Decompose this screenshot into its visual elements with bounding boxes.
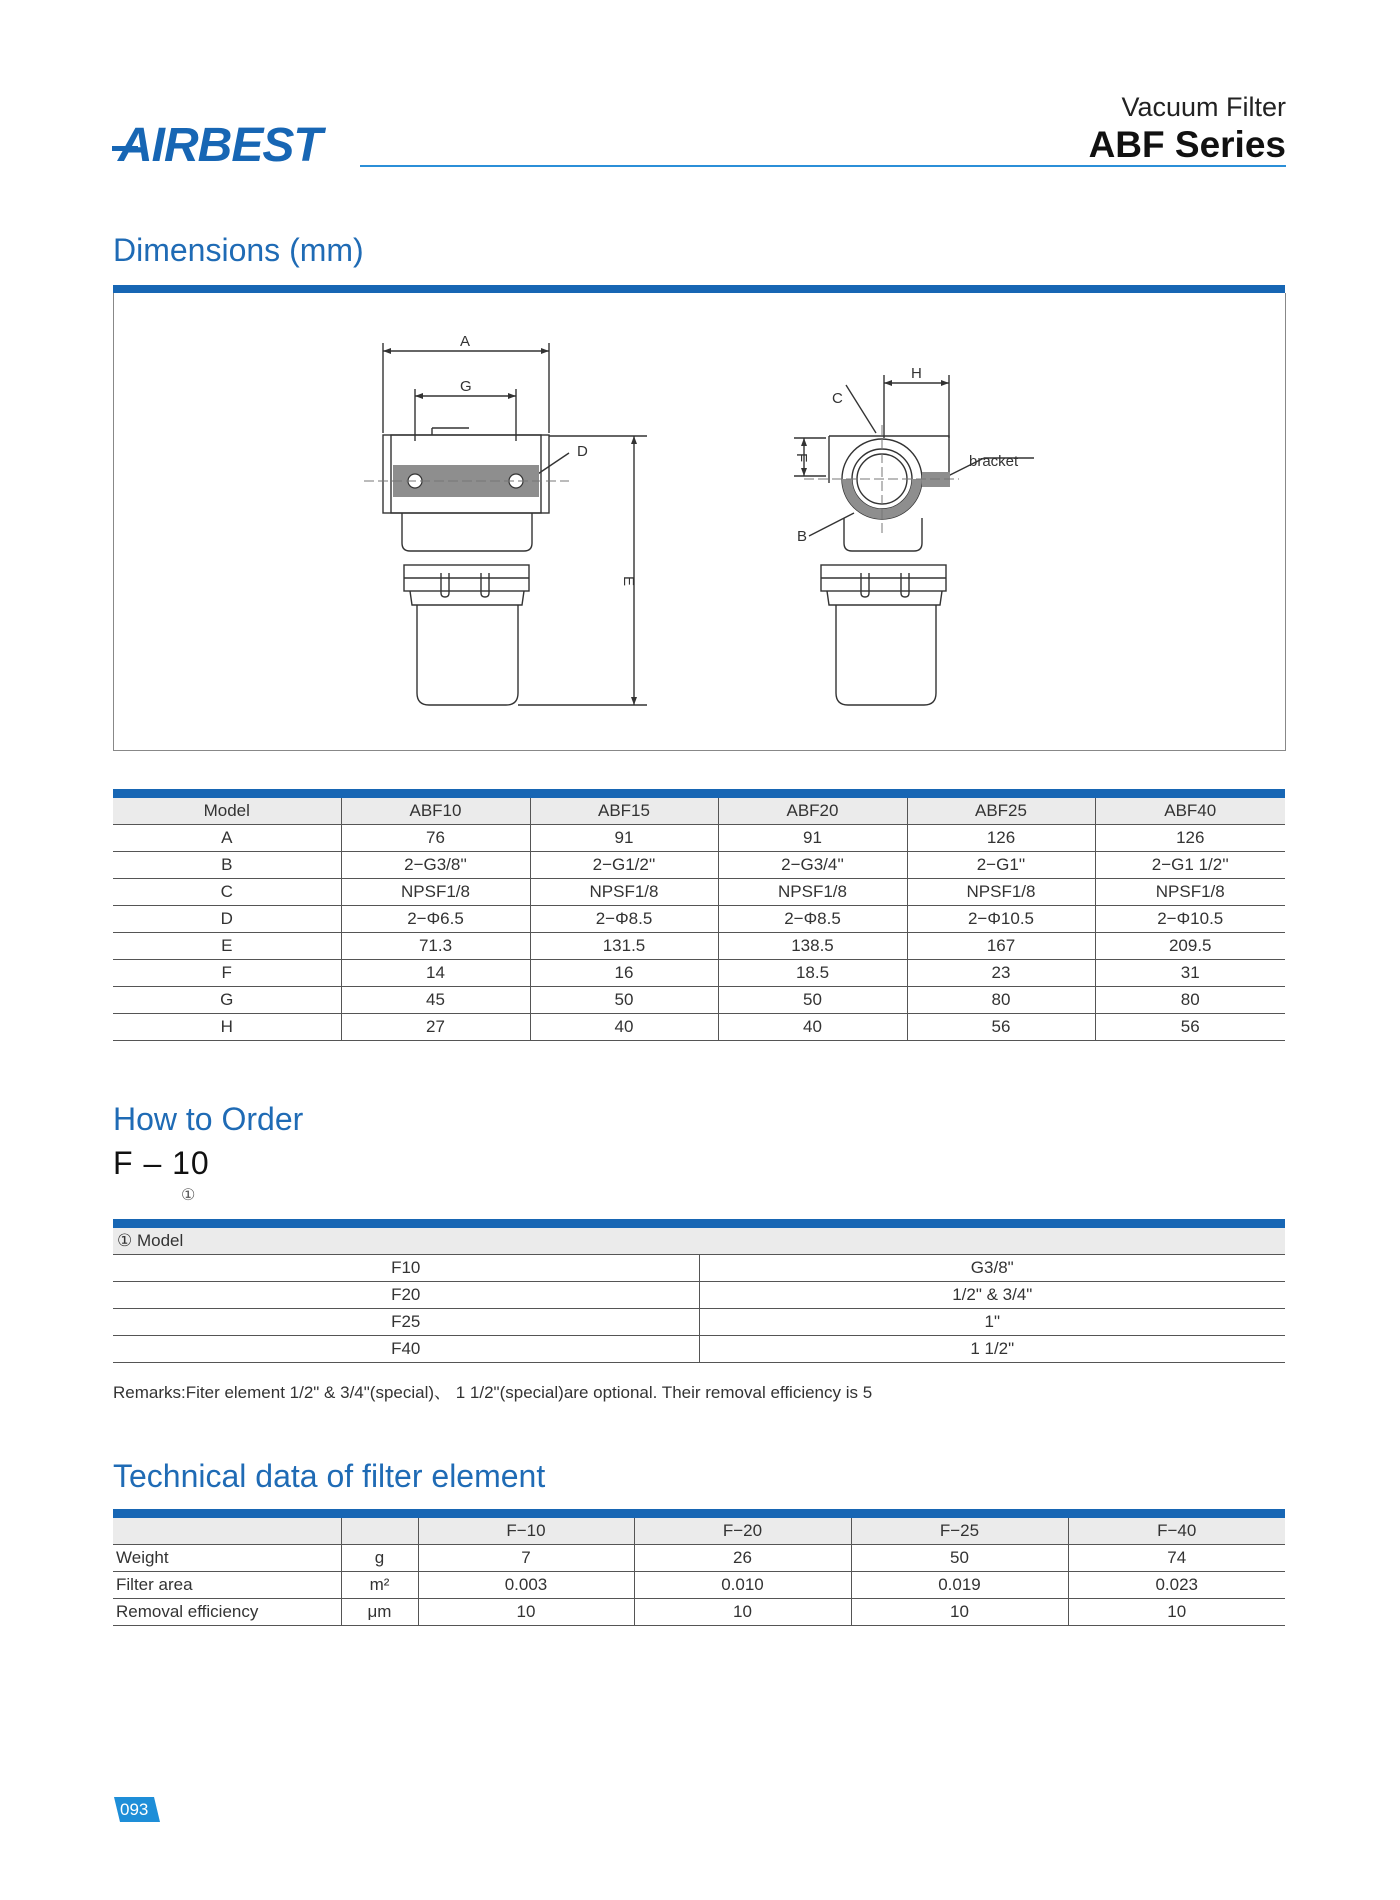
table-cell: 10 <box>851 1599 1068 1626</box>
table-cell: 2−G3/4'' <box>718 852 907 879</box>
header-cell: F−40 <box>1068 1518 1285 1545</box>
table-row <box>113 1309 1285 1336</box>
order-table-bar <box>113 1219 1285 1228</box>
dimension-drawing <box>113 293 1286 751</box>
dim-label-h: H <box>911 365 922 382</box>
table-cell: 40 <box>718 1014 907 1041</box>
order-code-marker: ① <box>181 1187 196 1204</box>
model-cell: F25 <box>113 1309 699 1336</box>
technical-table-bar <box>113 1509 1285 1518</box>
table-cell: 10 <box>634 1599 851 1626</box>
table-cell: 16 <box>530 960 718 987</box>
table-row <box>113 1336 1285 1363</box>
dim-label-c: C <box>832 390 843 407</box>
table-cell: 91 <box>718 825 907 852</box>
table-cell: NPSF1/8 <box>341 879 530 906</box>
table-cell: 2−G3/8'' <box>341 852 530 879</box>
table-cell: 27 <box>341 1014 530 1041</box>
header-cell: F−10 <box>418 1518 634 1545</box>
table-cell: 31 <box>1095 960 1285 987</box>
dim-label-g: G <box>460 378 472 395</box>
table-row <box>113 1545 1285 1572</box>
table-cell: 2−G1 1/2'' <box>1095 852 1285 879</box>
table-cell: 91 <box>530 825 718 852</box>
row-label: E <box>113 933 341 960</box>
row-label: C <box>113 879 341 906</box>
dimension-table <box>113 798 1285 1041</box>
brand-logo-text: AIRBEST <box>118 119 322 167</box>
header-cell: ABF15 <box>530 798 718 825</box>
table-row <box>113 1255 1285 1282</box>
row-label: G <box>113 987 341 1014</box>
table-row <box>113 1282 1285 1309</box>
model-cell: F10 <box>113 1255 699 1282</box>
table-cell: 80 <box>907 987 1095 1014</box>
row-label: F <box>113 960 341 987</box>
row-label: H <box>113 1014 341 1041</box>
row-label: Weight <box>113 1545 341 1572</box>
table-cell: 131.5 <box>530 933 718 960</box>
model-cell: F40 <box>113 1336 699 1363</box>
table-cell: NPSF1/8 <box>530 879 718 906</box>
table-cell: 56 <box>1095 1014 1285 1041</box>
table-cell: NPSF1/8 <box>907 879 1095 906</box>
table-cell: 23 <box>907 960 1095 987</box>
order-table-header: ① Model <box>113 1228 1285 1255</box>
table-row <box>113 960 1285 987</box>
brand-logo <box>112 117 352 167</box>
table-row <box>113 879 1285 906</box>
dim-label-e: E <box>620 576 637 587</box>
table-cell: NPSF1/8 <box>1095 879 1285 906</box>
table-cell: 2−G1/2'' <box>530 852 718 879</box>
row-label: A <box>113 825 341 852</box>
table-row <box>113 987 1285 1014</box>
dim-label-d: D <box>577 443 588 460</box>
table-cell: 2−G1'' <box>907 852 1095 879</box>
table-row <box>113 906 1285 933</box>
table-cell: 7 <box>418 1545 634 1572</box>
table-cell: 50 <box>530 987 718 1014</box>
header-cell <box>341 1518 418 1545</box>
row-label: Removal efficiency <box>113 1599 341 1626</box>
table-cell: 76 <box>341 825 530 852</box>
row-label: B <box>113 852 341 879</box>
row-label: Filter area <box>113 1572 341 1599</box>
table-cell: 26 <box>634 1545 851 1572</box>
dim-label-a: A <box>460 333 471 350</box>
table-cell: 2−Φ10.5 <box>907 906 1095 933</box>
technical-drawing <box>114 293 1285 750</box>
remarks-text: Remarks:Fiter element 1/2" & 3/4"(special)、 1 1/2"(special)are optional. Their removal efficiency is 5 <box>113 1383 873 1402</box>
table-row <box>113 825 1285 852</box>
table-cell: 10 <box>1068 1599 1285 1626</box>
table-cell: 2−Φ8.5 <box>530 906 718 933</box>
table-cell: 0.010 <box>634 1572 851 1599</box>
bracket-label: bracket <box>969 453 1019 470</box>
table-cell: 74 <box>1068 1545 1285 1572</box>
table-cell: 56 <box>907 1014 1095 1041</box>
table-cell: 40 <box>530 1014 718 1041</box>
technical-table <box>113 1518 1285 1626</box>
table-cell: 126 <box>1095 825 1285 852</box>
unit-cell: g <box>341 1545 418 1572</box>
header-cell: ABF10 <box>341 798 530 825</box>
header-cell: ABF20 <box>718 798 907 825</box>
table-cell: NPSF1/8 <box>718 879 907 906</box>
table-cell: 0.019 <box>851 1572 1068 1599</box>
header-cell: Model <box>113 798 341 825</box>
dimension-table-header <box>113 798 1285 825</box>
table-cell: 71.3 <box>341 933 530 960</box>
table-cell: 2−Φ6.5 <box>341 906 530 933</box>
dimension-table-bar <box>113 789 1285 798</box>
table-cell: 50 <box>718 987 907 1014</box>
model-cell: F20 <box>113 1282 699 1309</box>
header-cell: ABF25 <box>907 798 1095 825</box>
port-size-cell: 1 1/2" <box>699 1336 1285 1363</box>
table-row <box>113 1572 1285 1599</box>
table-cell: 10 <box>418 1599 634 1626</box>
product-subtitle: Vacuum Filter <box>1121 92 1286 122</box>
table-cell: 126 <box>907 825 1095 852</box>
table-cell: 209.5 <box>1095 933 1285 960</box>
table-cell: 50 <box>851 1545 1068 1572</box>
port-size-cell: 1" <box>699 1309 1285 1336</box>
brand-logo-graphic <box>112 117 352 167</box>
table-cell: 2−Φ10.5 <box>1095 906 1285 933</box>
table-row <box>113 1599 1285 1626</box>
dim-label-f: F <box>793 453 810 463</box>
order-code: F – 10 <box>113 1145 210 1181</box>
table-row <box>113 1014 1285 1041</box>
dimensions-heading: Dimensions (mm) <box>113 232 364 268</box>
order-table <box>113 1228 1285 1363</box>
technical-table-header <box>113 1518 1285 1545</box>
product-series-title: ABF Series <box>1088 124 1286 165</box>
table-cell: 45 <box>341 987 530 1014</box>
row-label: D <box>113 906 341 933</box>
header-cell: F−20 <box>634 1518 851 1545</box>
port-size-cell: G3/8" <box>699 1255 1285 1282</box>
table-cell: 138.5 <box>718 933 907 960</box>
header-cell: F−25 <box>851 1518 1068 1545</box>
unit-cell: m² <box>341 1572 418 1599</box>
page-number-badge <box>114 1797 160 1822</box>
table-cell: 167 <box>907 933 1095 960</box>
table-cell: 14 <box>341 960 530 987</box>
technical-heading: Technical data of filter element <box>113 1458 546 1494</box>
header-cell: ABF40 <box>1095 798 1285 825</box>
table-cell: 0.023 <box>1068 1572 1285 1599</box>
port-size-cell: 1/2" & 3/4" <box>699 1282 1285 1309</box>
table-cell: 18.5 <box>718 960 907 987</box>
table-row <box>113 933 1285 960</box>
dim-label-b: B <box>797 528 808 545</box>
table-row <box>113 852 1285 879</box>
how-to-order-heading: How to Order <box>113 1101 304 1137</box>
table-cell: 80 <box>1095 987 1285 1014</box>
header-cell <box>113 1518 341 1545</box>
table-cell: 2−Φ8.5 <box>718 906 907 933</box>
page-number: 093 <box>120 1800 149 1819</box>
table-cell: 0.003 <box>418 1572 634 1599</box>
unit-cell: μm <box>341 1599 418 1626</box>
